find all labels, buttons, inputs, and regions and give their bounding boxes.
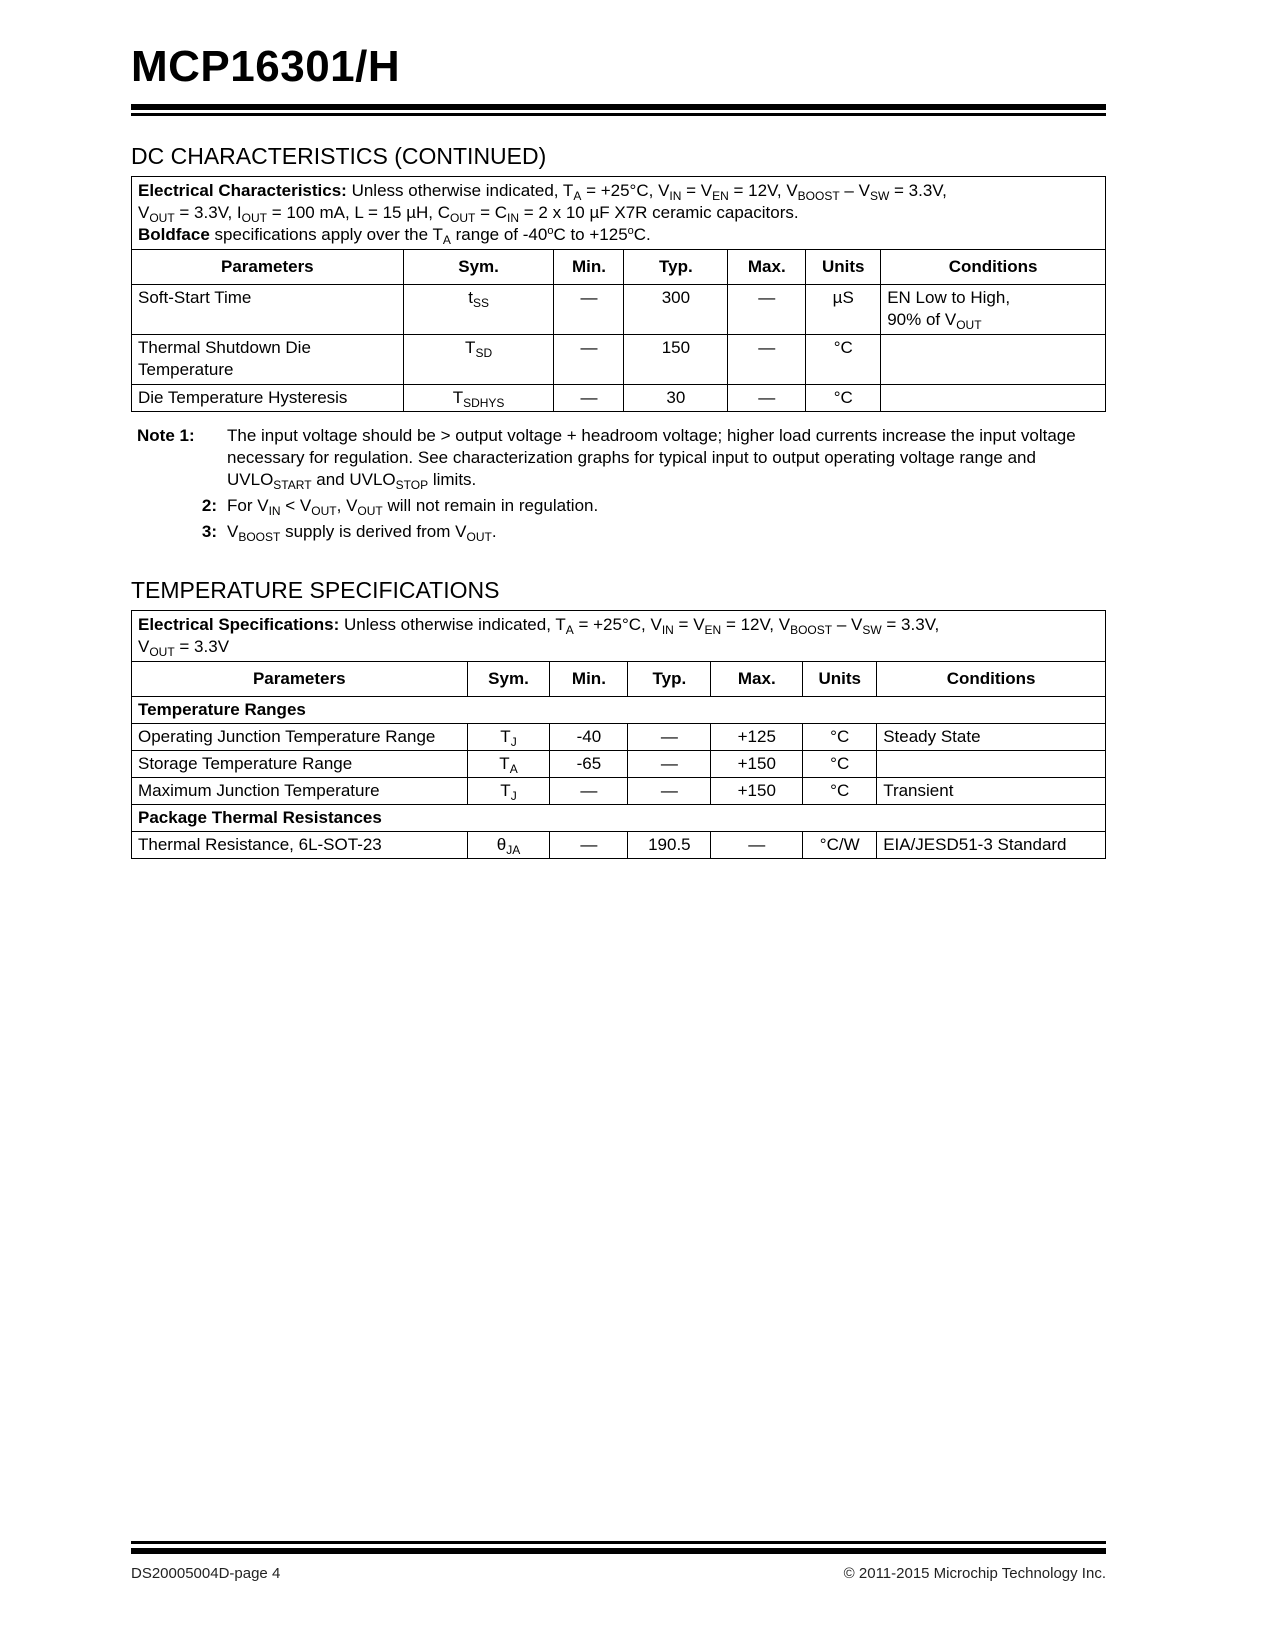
cell-min: —	[550, 778, 628, 805]
col-header-sym: Sym.	[403, 250, 554, 285]
cell-typ: 30	[624, 385, 728, 412]
cell-max: —	[711, 832, 803, 859]
col-header-min: Min.	[554, 250, 624, 285]
cell-typ: 190.5	[628, 832, 711, 859]
cell-parameter: Die Temperature Hysteresis	[132, 385, 404, 412]
table-row	[132, 724, 1106, 751]
col-header-units: Units	[803, 662, 877, 697]
note-3	[137, 521, 1097, 543]
table-row	[132, 335, 1106, 385]
cell-sym: $t_{SS}$	[403, 285, 554, 335]
dc-section-title: DC CHARACTERISTICS (CONTINUED)	[131, 143, 547, 169]
cell-conditions: Steady State	[877, 724, 1106, 751]
table-row	[132, 751, 1106, 778]
cell-sym: $T_A$	[467, 751, 550, 778]
cell-max: +150	[711, 778, 803, 805]
cell-min: -65	[550, 751, 628, 778]
cell-units: °C/W	[803, 832, 877, 859]
cell-units: °C	[803, 778, 877, 805]
dc-notes	[137, 425, 1097, 547]
cell-sym: $T_J$	[467, 778, 550, 805]
table-row	[132, 832, 1106, 859]
temperature-spec-table	[131, 610, 1106, 859]
note-label: 3:	[201, 522, 217, 541]
cell-parameter: Thermal Resistance, 6L-SOT-23	[132, 832, 468, 859]
footer-rule-thin	[131, 1541, 1106, 1544]
cell-conditions: Transient	[877, 778, 1106, 805]
col-header-max: Max.	[728, 250, 806, 285]
footer-doc-number: DS20005004D-page 4	[131, 1565, 281, 1582]
cell-conditions: EIA/JESD51-3 Standard	[877, 832, 1106, 859]
note-text: The input voltage should be > output voltage + headroom voltage; higher load currents increase the input voltage necessary for regulation. See characterization graphs for typical input to output operating voltage range and $UVLO_{START}$ and $UVLO_{STOP}$ limits.	[227, 426, 1076, 492]
conditions-lead: Electrical Characteristics:	[138, 181, 347, 200]
note-2	[137, 495, 1097, 517]
col-header-conditions: Conditions	[877, 662, 1106, 697]
table-row	[132, 285, 1106, 335]
footer-rule-thick	[131, 1548, 1106, 1554]
footer-copyright: © 2011-2015 Microchip Technology Inc.	[843, 1565, 1106, 1582]
col-header-max: Max.	[711, 662, 803, 697]
cell-typ: 150	[624, 335, 728, 385]
dc-characteristics-table	[131, 176, 1106, 412]
cell-typ: —	[628, 724, 711, 751]
col-header-typ: Typ.	[628, 662, 711, 697]
cell-parameter: Storage Temperature Range	[132, 751, 468, 778]
cell-min: —	[554, 285, 624, 335]
cell-conditions	[881, 385, 1106, 412]
cell-sym: $T_J$	[467, 724, 550, 751]
cell-units: °C	[803, 751, 877, 778]
cell-typ: 300	[624, 285, 728, 335]
cell-typ: —	[628, 751, 711, 778]
boldface-text: specifications apply over the $T_A$ range of -40$^o$C to $+125^oC$.	[214, 225, 651, 247]
table-row	[132, 385, 1106, 412]
col-header-conditions: Conditions	[881, 250, 1106, 285]
document-title: MCP16301/H	[131, 42, 401, 91]
temp-conditions-cell	[132, 611, 1106, 662]
cell-max: —	[728, 285, 806, 335]
cell-max: +125	[711, 724, 803, 751]
cell-max: —	[728, 385, 806, 412]
note-1	[137, 425, 1097, 491]
dc-header-row	[132, 250, 1106, 285]
cell-parameter: Operating Junction Temperature Range	[132, 724, 468, 751]
temp-section-title: TEMPERATURE SPECIFICATIONS	[131, 577, 500, 603]
note-text: $V_{BOOST}$ supply is derived from $V_{OUT}$.	[227, 522, 497, 544]
temp-header-row	[132, 662, 1106, 697]
cell-min: —	[554, 335, 624, 385]
col-header-min: Min.	[550, 662, 628, 697]
cell-sym: $T_{SDHYS}$	[403, 385, 554, 412]
cell-conditions	[877, 751, 1106, 778]
cell-units: °C	[806, 335, 881, 385]
conditions-text: Unless otherwise indicated, $T_A = +25^\circ C$, $V_{IN} = V_{EN} = 12V$, $V_{BOOST} - V_{SW} = 3.3V$, $V_{OUT} = 3.3V$, $I_{OUT} = 100$ mA, L = 15 µH, $C_{OUT} = C_{IN} = 2$ x 10 µF X7R ceramic capacitors.	[138, 181, 947, 225]
note-label: 2:	[201, 496, 217, 515]
cell-sym: $T_{SD}$	[403, 335, 554, 385]
cell-parameter: Soft-Start Time	[132, 285, 404, 335]
temp-conditions-row	[132, 611, 1106, 662]
conditions-text: Unless otherwise indicated, $T_A = +25^\circ C$, $V_{IN} = V_{EN} = 12V$, $V_{BOOST} - V_{SW} = 3.3V$, $V_{OUT} = 3.3V$	[138, 615, 940, 659]
cell-min: —	[550, 832, 628, 859]
group-header-temperature-ranges: Temperature Ranges	[132, 697, 1106, 724]
col-header-typ: Typ.	[624, 250, 728, 285]
note-label: Note 1:	[137, 426, 195, 445]
dc-conditions-cell	[132, 177, 1106, 250]
table-row	[132, 778, 1106, 805]
boldface-lead: Boldface	[138, 225, 210, 244]
col-header-parameters: Parameters	[132, 662, 468, 697]
cell-units: °C	[803, 724, 877, 751]
cell-units: µS	[806, 285, 881, 335]
cell-parameter: Maximum Junction Temperature	[132, 778, 468, 805]
cell-typ: —	[628, 778, 711, 805]
header-rule-thin	[131, 113, 1106, 116]
dc-conditions-row	[132, 177, 1106, 250]
col-header-parameters: Parameters	[132, 250, 404, 285]
conditions-lead: Electrical Specifications:	[138, 615, 340, 634]
cell-conditions: EN Low to High, 90% of $V_{OUT}$	[881, 285, 1106, 335]
cell-conditions	[881, 335, 1106, 385]
col-header-units: Units	[806, 250, 881, 285]
note-text: For $V_{IN} < V_{OUT}$, $V_{OUT}$ will not remain in regulation.	[227, 496, 599, 518]
cell-max: +150	[711, 751, 803, 778]
group-header-package-thermal-resistances: Package Thermal Resistances	[132, 805, 1106, 832]
cell-parameter: Thermal Shutdown Die Temperature	[132, 335, 404, 385]
header-rule-thick	[131, 104, 1106, 110]
col-header-sym: Sym.	[467, 662, 550, 697]
cell-min: —	[554, 385, 624, 412]
cell-min: -40	[550, 724, 628, 751]
cell-sym: $\theta_{JA}$	[467, 832, 550, 859]
cell-units: °C	[806, 385, 881, 412]
cell-max: —	[728, 335, 806, 385]
